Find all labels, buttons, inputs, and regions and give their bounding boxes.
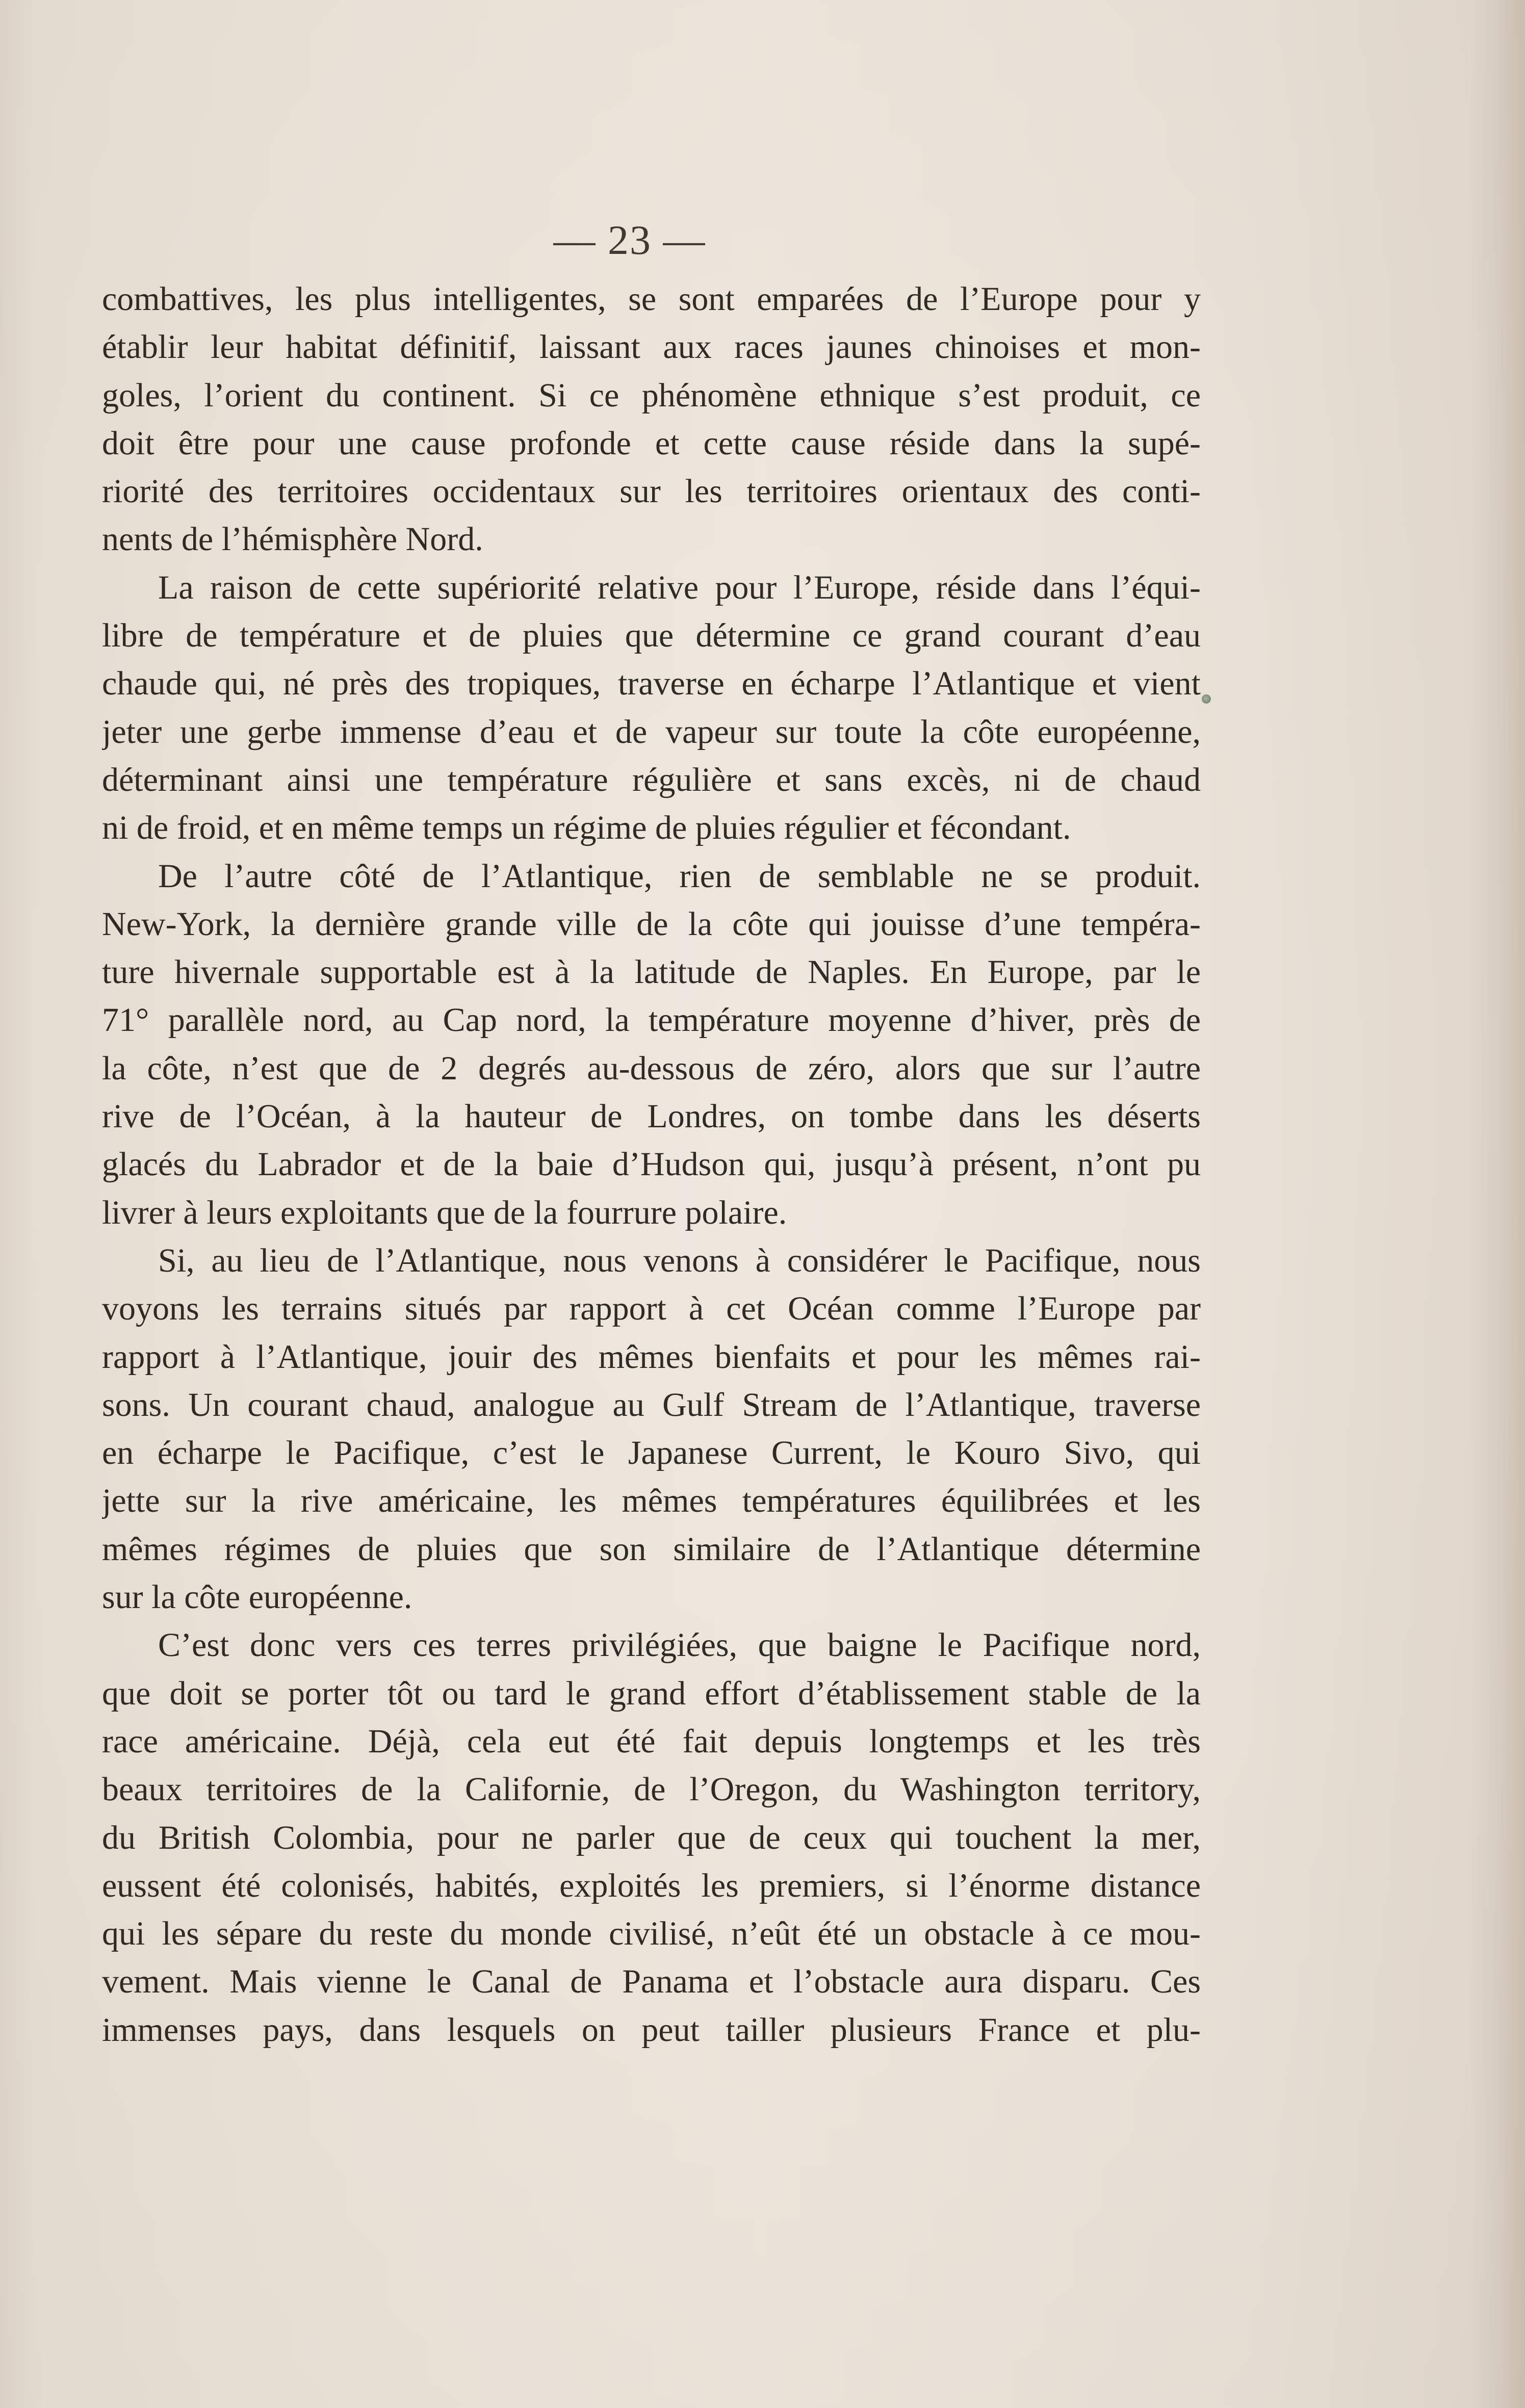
text-line: immenses pays, dans lesquels on peut tailler plusieurs France et plu- bbox=[102, 2011, 1201, 2049]
text-line: jette sur la rive américaine, les mêmes températures équilibrées et les bbox=[102, 1482, 1201, 1520]
text-line: La raison de cette supériorité relative pour l’Europe, réside dans l’équi- bbox=[158, 568, 1201, 606]
text-line: établir leur habitat définitif, laissant aux races jaunes chinoises et mon- bbox=[102, 328, 1201, 366]
text-line: rive de l’Océan, à la hauteur de Londres, on tombe dans les déserts bbox=[102, 1098, 1201, 1135]
text-line: combattives, les plus intelligentes, se sont emparées de l’Europe pour y bbox=[102, 280, 1201, 318]
page-left-edge-tint bbox=[0, 0, 36, 2408]
text-line: du British Colombia, pour ne parler que de ceux qui touchent la mer, bbox=[102, 1819, 1201, 1856]
text-line: C’est donc vers ces terres privilégiées, que baigne le Pacifique nord, bbox=[158, 1626, 1201, 1664]
text-line: rapport à l’Atlantique, jouir des mêmes bienfaits et pour les mêmes rai- bbox=[102, 1338, 1201, 1376]
text-line: vement. Mais vienne le Canal de Panama et l’obstacle aura disparu. Ces bbox=[102, 1963, 1201, 2001]
text-line: déterminant ainsi une température régulière et sans excès, ni de chaud bbox=[102, 761, 1201, 798]
body-text bbox=[102, 275, 1201, 2054]
text-line: nents de l’hémisphère Nord. bbox=[102, 521, 483, 558]
margin-mark-icon bbox=[1202, 694, 1211, 704]
text-line: mêmes régimes de pluies que son similaire de l’Atlantique détermine bbox=[102, 1530, 1201, 1568]
text-line: voyons les terrains situés par rapport à cet Océan comme l’Europe par bbox=[102, 1290, 1201, 1328]
text-line: riorité des territoires occidentaux sur les territoires orientaux des conti- bbox=[102, 473, 1201, 510]
text-line: la côte, n’est que de 2 degrés au-dessous de zéro, alors que sur l’autre bbox=[102, 1049, 1201, 1087]
text-line: doit être pour une cause profonde et cette cause réside dans la supé- bbox=[102, 424, 1201, 462]
text-line: livrer à leurs exploitants que de la fourrure polaire. bbox=[102, 1194, 787, 1231]
text-line: en écharpe le Pacifique, c’est le Japanese Current, le Kouro Sivo, qui bbox=[102, 1434, 1201, 1472]
text-line: race américaine. Déjà, cela eut été fait depuis longtemps et les très bbox=[102, 1722, 1201, 1760]
text-line: New-York, la dernière grande ville de la côte qui jouisse d’une tempéra- bbox=[102, 905, 1201, 943]
text-line: sons. Un courant chaud, analogue au Gulf Stream de l’Atlantique, traverse bbox=[102, 1386, 1201, 1423]
text-line: beaux territoires de la Californie, de l’Oregon, du Washington territory, bbox=[102, 1771, 1201, 1808]
text-line: chaude qui, né près des tropiques, traverse en écharpe l’Atlantique et vient bbox=[102, 665, 1201, 703]
text-line: jeter une gerbe immense d’eau et de vapeur sur toute la côte européenne, bbox=[102, 713, 1201, 750]
text-line: ni de froid, et en même temps un régime de pluies régulier et fécondant. bbox=[102, 809, 1071, 847]
text-line: glacés du Labrador et de la baie d’Hudson qui, jusqu’à présent, n’ont pu bbox=[102, 1146, 1201, 1183]
page-right-edge-shadow bbox=[1469, 0, 1525, 2408]
text-line: qui les sépare du reste du monde civilisé, n’eût été un obstacle à ce mou- bbox=[102, 1915, 1201, 1953]
page-number: — 23 — bbox=[553, 217, 706, 263]
text-line: eussent été colonisés, habités, exploités les premiers, si l’énorme distance bbox=[102, 1867, 1201, 1904]
text-line: Si, au lieu de l’Atlantique, nous venons à considérer le Pacifique, nous bbox=[158, 1241, 1201, 1279]
text-line: ture hivernale supportable est à la latitude de Naples. En Europe, par le bbox=[102, 953, 1201, 991]
text-line: goles, l’orient du continent. Si ce phénomène ethnique s’est produit, ce bbox=[102, 376, 1201, 414]
text-line: libre de température et de pluies que détermine ce grand courant d’eau bbox=[102, 617, 1201, 655]
text-line: 71° parallèle nord, au Cap nord, la température moyenne d’hiver, près de bbox=[102, 1001, 1201, 1039]
text-line: que doit se porter tôt ou tard le grand effort d’établissement stable de la bbox=[102, 1674, 1201, 1712]
text-line: sur la côte européenne. bbox=[102, 1578, 412, 1616]
text-line: De l’autre côté de l’Atlantique, rien de semblable ne se produit. bbox=[158, 857, 1201, 895]
